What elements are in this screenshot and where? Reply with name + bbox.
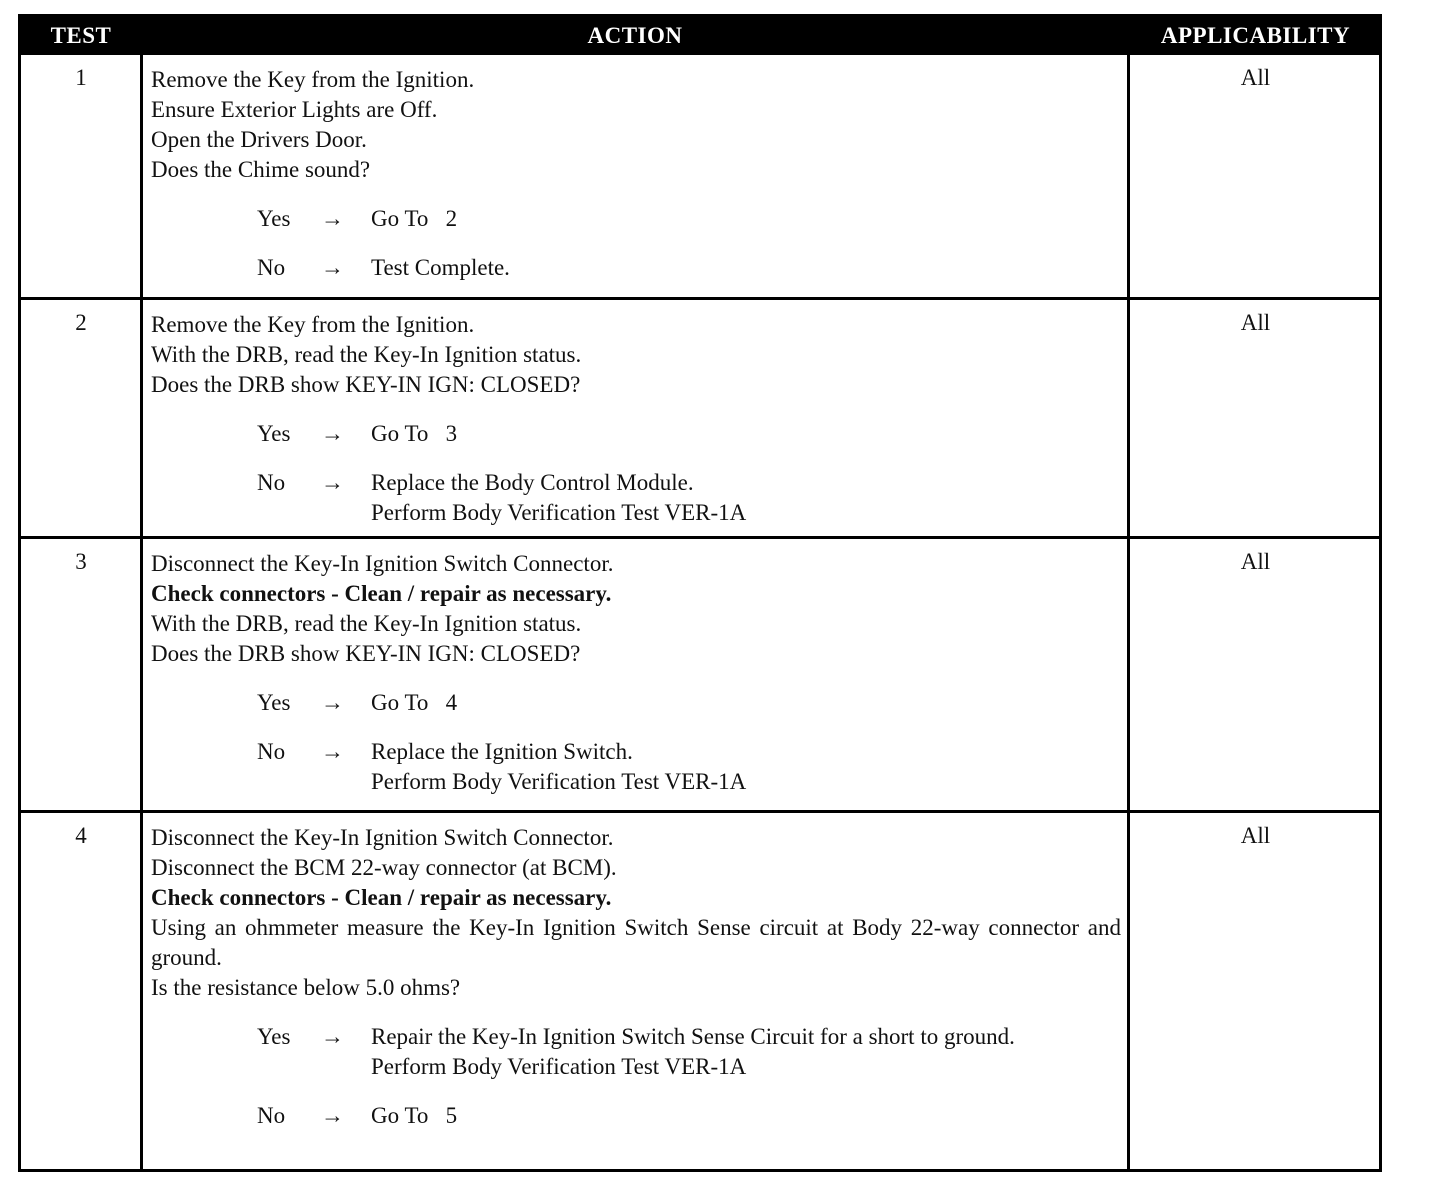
yes-label: Yes — [257, 690, 291, 715]
action-step: Does the DRB show KEY-IN IGN: CLOSED? — [151, 641, 581, 666]
arrow-icon: → — [321, 1024, 344, 1049]
applicability-value: All — [1240, 823, 1271, 848]
yes-result: Go To 2 — [371, 206, 458, 231]
no-result: Go To 5 — [371, 1103, 458, 1128]
arrow-icon: → — [321, 470, 344, 495]
no-label: No — [257, 1103, 286, 1128]
table-row-test-3 — [21, 536, 1379, 813]
arrow-icon: → — [321, 206, 344, 231]
action-step: Remove the Key from the Ignition. — [151, 67, 475, 92]
action-cell — [151, 549, 1121, 797]
yes-branch — [151, 688, 1121, 718]
table-row-test-1 — [21, 55, 1379, 297]
no-result — [371, 468, 1121, 528]
action-step: Disconnect the Key-In Ignition Switch Connector. — [151, 825, 614, 850]
no-branch — [151, 253, 1121, 283]
action-step: Is the resistance below 5.0 ohms? — [151, 975, 461, 1000]
no-result-line: Replace the Ignition Switch. — [371, 739, 633, 764]
applicability-value: All — [1240, 65, 1271, 90]
no-branch — [151, 468, 1121, 528]
arrow-icon: → — [321, 739, 344, 764]
table-header — [21, 17, 1379, 55]
header-applicability: APPLICABILITY — [1160, 23, 1351, 48]
action-cell — [151, 310, 1121, 528]
yes-result — [371, 1022, 1121, 1082]
table-row-test-4 — [21, 810, 1379, 1172]
test-number: 4 — [75, 823, 87, 848]
yes-label: Yes — [257, 1024, 291, 1049]
yes-result: Go To 4 — [371, 690, 458, 715]
applicability-value: All — [1240, 549, 1271, 574]
yes-result-line: Perform Body Verification Test VER-1A — [371, 1054, 747, 1079]
arrow-icon: → — [321, 1103, 344, 1128]
action-step: Using an ohmmeter measure the Key-In Ignition Switch Sense circuit at Body 22-way connector and ground. — [151, 915, 1121, 970]
action-step-bold: Check connectors - Clean / repair as necessary. — [151, 885, 612, 910]
action-step: Does the Chime sound? — [151, 157, 371, 182]
no-result: Test Complete. — [371, 255, 510, 280]
action-step: Remove the Key from the Ignition. — [151, 312, 475, 337]
yes-label: Yes — [257, 206, 291, 231]
test-number: 2 — [75, 310, 87, 335]
yes-result-line: Repair the Key-In Ignition Switch Sense Circuit for a short to ground. — [371, 1024, 1015, 1049]
table-row-test-2 — [21, 297, 1379, 539]
no-result-line: Perform Body Verification Test VER-1A — [371, 500, 747, 525]
no-result-line: Replace the Body Control Module. — [371, 470, 694, 495]
yes-result: Go To 3 — [371, 421, 458, 446]
no-label: No — [257, 255, 286, 280]
action-step: With the DRB, read the Key-In Ignition status. — [151, 342, 582, 367]
no-result-line: Perform Body Verification Test VER-1A — [371, 769, 747, 794]
no-result — [371, 737, 1121, 797]
action-step: Ensure Exterior Lights are Off. — [151, 97, 438, 122]
no-branch — [151, 1101, 1121, 1131]
arrow-icon: → — [321, 690, 344, 715]
arrow-icon: → — [321, 255, 344, 280]
test-number: 1 — [75, 65, 87, 90]
action-step: Disconnect the BCM 22-way connector (at BCM). — [151, 855, 617, 880]
yes-branch — [151, 204, 1121, 234]
yes-branch — [151, 419, 1121, 449]
action-step: Open the Drivers Door. — [151, 127, 367, 152]
action-cell — [151, 65, 1121, 283]
no-branch — [151, 737, 1121, 797]
yes-branch — [151, 1022, 1121, 1082]
no-label: No — [257, 739, 286, 764]
no-label: No — [257, 470, 286, 495]
yes-label: Yes — [257, 421, 291, 446]
action-step: Does the DRB show KEY-IN IGN: CLOSED? — [151, 372, 581, 397]
action-step: With the DRB, read the Key-In Ignition status. — [151, 611, 582, 636]
arrow-icon: → — [321, 421, 344, 446]
diagnostic-test-table — [18, 14, 1382, 1172]
applicability-value: All — [1240, 310, 1271, 335]
action-cell — [151, 823, 1121, 1131]
action-step: Disconnect the Key-In Ignition Switch Connector. — [151, 551, 614, 576]
header-test: TEST — [50, 23, 112, 48]
header-action: ACTION — [587, 23, 683, 48]
action-step-bold: Check connectors - Clean / repair as necessary. — [151, 581, 612, 606]
test-number: 3 — [75, 549, 87, 574]
